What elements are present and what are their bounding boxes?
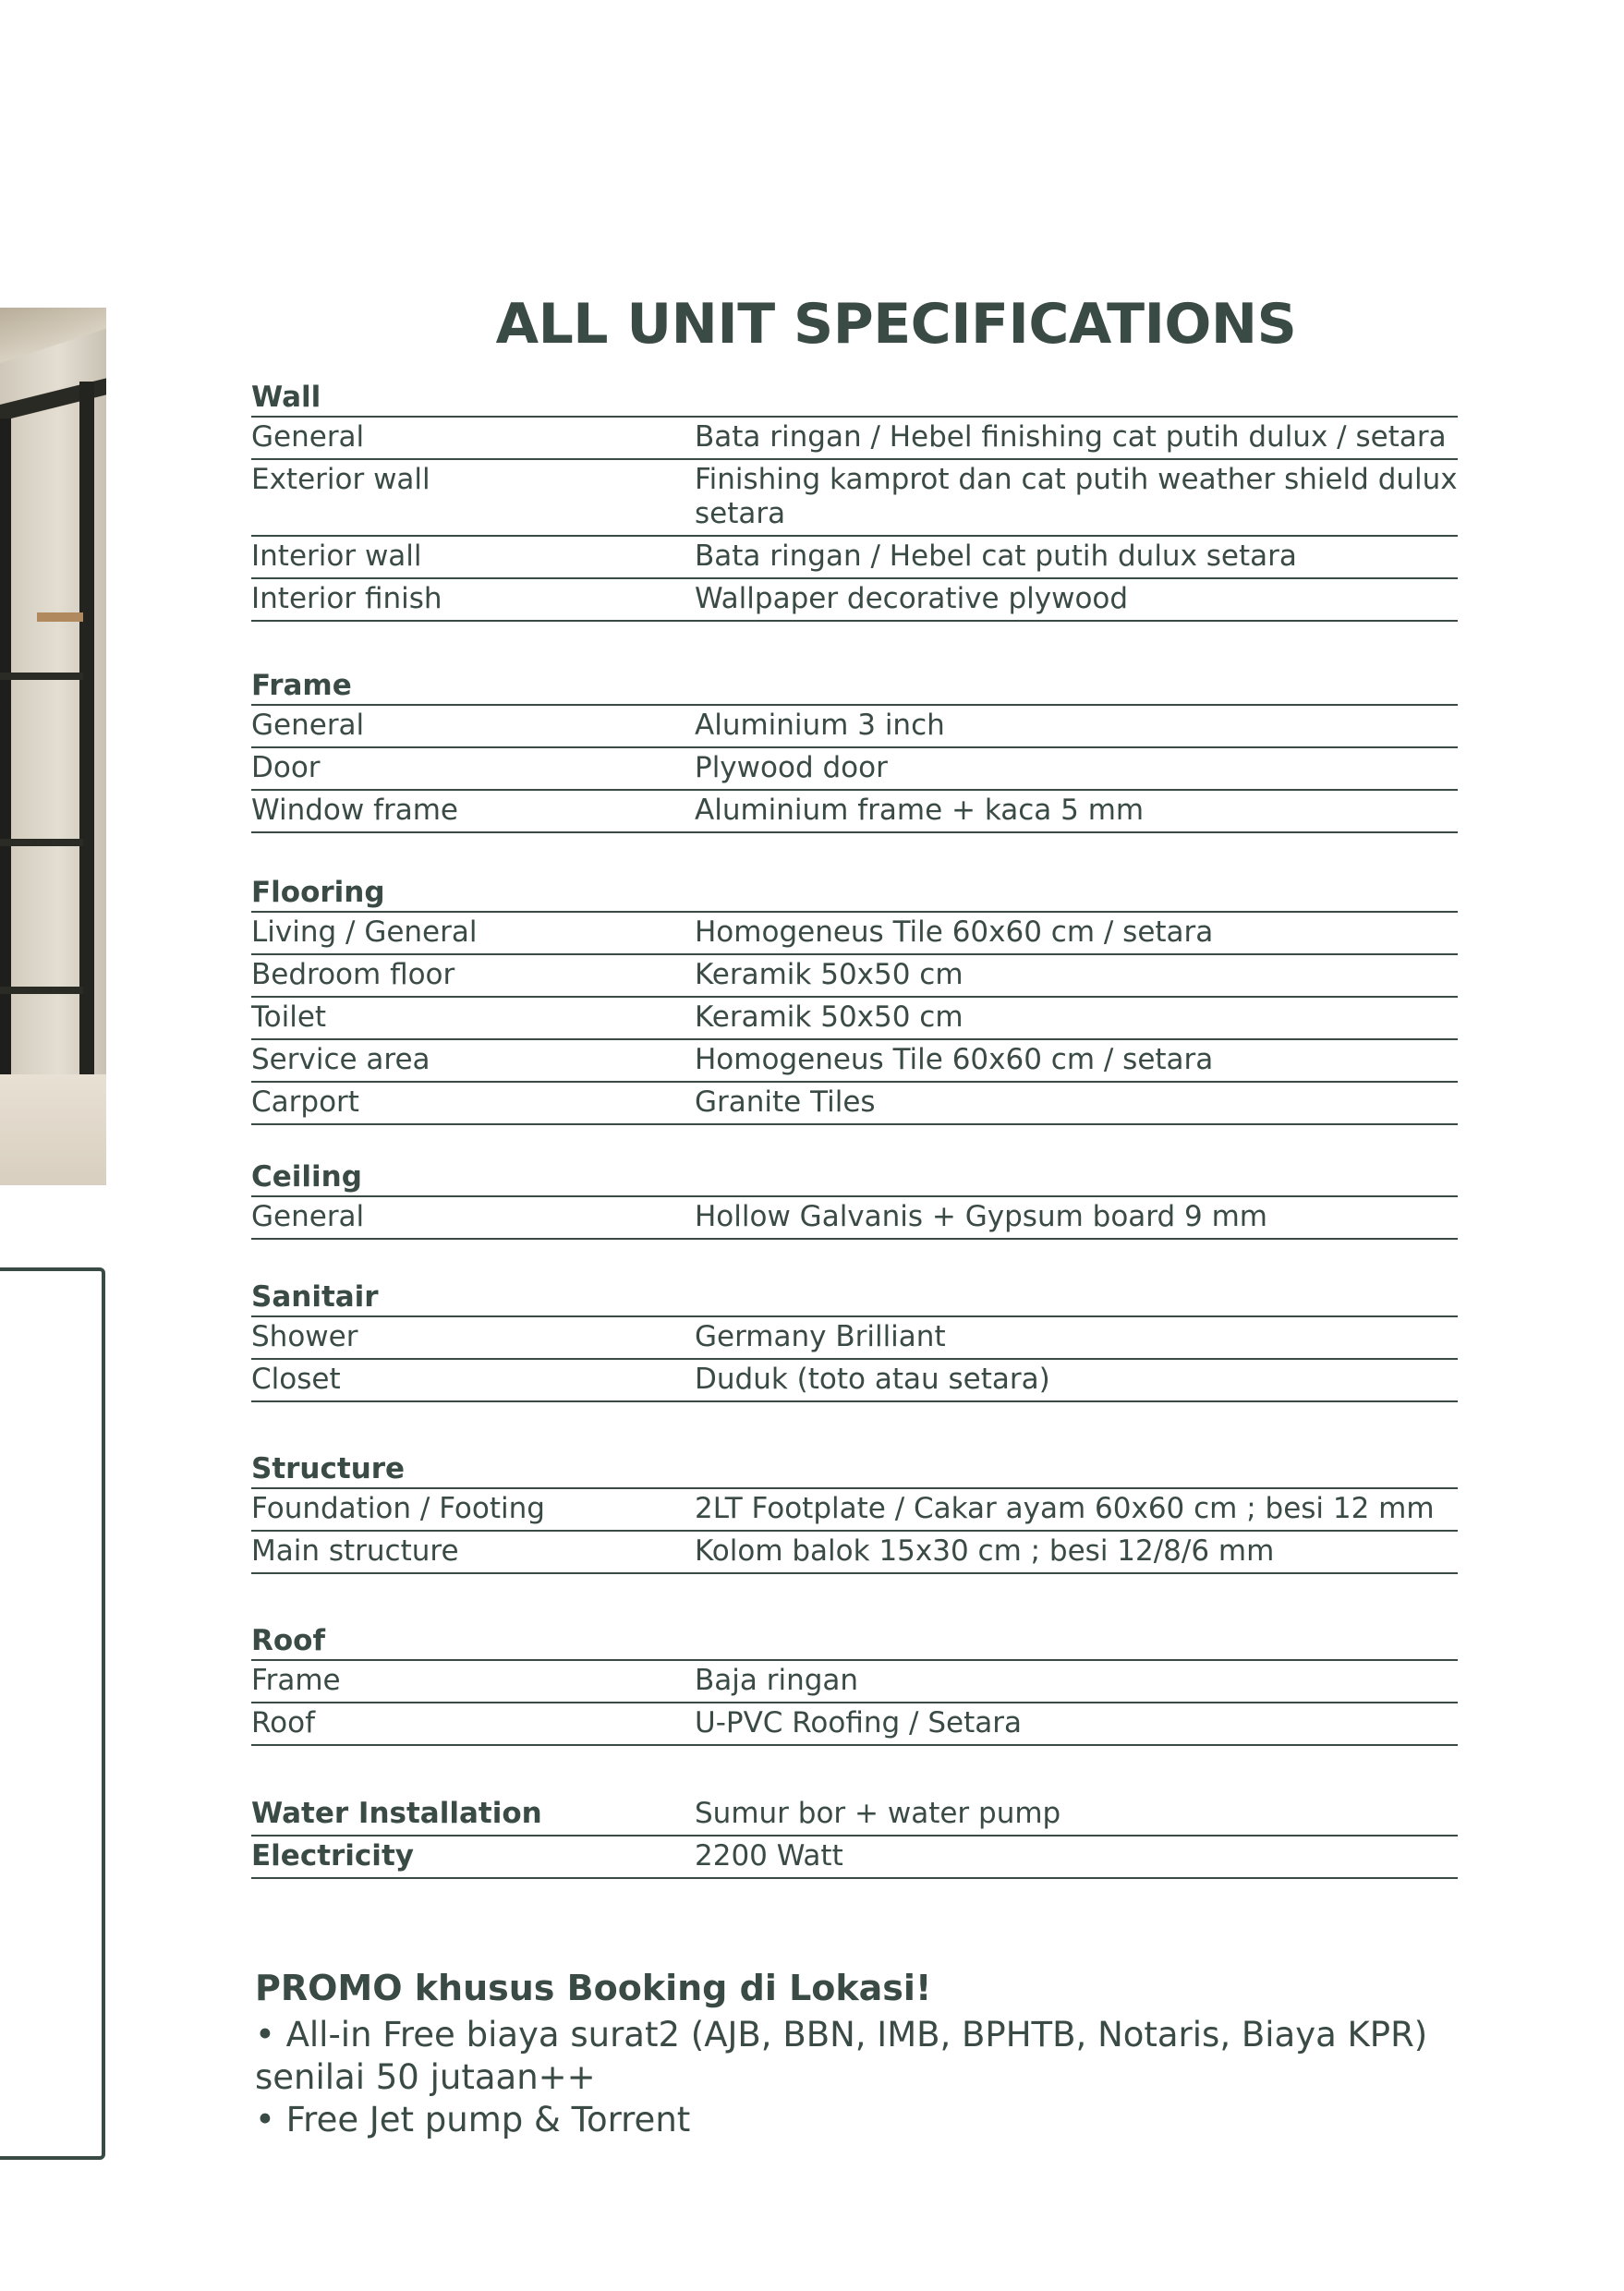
photo-window-frame-left xyxy=(0,418,11,1185)
spec-label: Water Installation xyxy=(251,1797,542,1830)
promo-line: • All-in Free biaya surat2 (AJB, BBN, IMB, BPHTB, Notaris, Biaya KPR) xyxy=(255,2015,1428,2055)
spec-label: General xyxy=(251,1200,365,1233)
photo-window-mullion xyxy=(0,839,83,846)
spec-label: Frame xyxy=(251,1664,341,1697)
spec-value: Aluminium frame + kaca 5 mm xyxy=(695,794,1145,827)
section-frame xyxy=(251,667,1458,833)
spec-label: Electricity xyxy=(251,1839,414,1873)
photo-shelf xyxy=(37,612,83,622)
section-ceiling xyxy=(251,1158,1458,1240)
spec-label: Roof xyxy=(251,1706,315,1739)
spec-value: Aluminium 3 inch xyxy=(695,709,945,742)
spec-label: Closet xyxy=(251,1363,341,1396)
spec-value: Finishing kamprot dan cat putih weather shield dulux setara xyxy=(695,463,1458,530)
section-sanitair xyxy=(251,1279,1458,1402)
spec-value: Hollow Galvanis + Gypsum board 9 mm xyxy=(695,1200,1267,1233)
section-title: Sanitair xyxy=(251,1279,1458,1317)
spec-value: Granite Tiles xyxy=(695,1085,876,1119)
spec-value: Homogeneus Tile 60x60 cm / setara xyxy=(695,1043,1214,1076)
spec-row xyxy=(251,1836,1458,1879)
photo-floor xyxy=(0,1074,106,1185)
spec-row xyxy=(251,1532,1458,1574)
spec-row xyxy=(251,579,1458,622)
spec-value: Bata ringan / Hebel cat putih dulux setara xyxy=(695,539,1297,573)
spec-row xyxy=(251,1489,1458,1532)
section-flooring xyxy=(251,874,1458,1125)
spec-value: Wallpaper decorative plywood xyxy=(695,582,1129,615)
interior-photo xyxy=(0,308,106,1185)
photo-ceiling xyxy=(0,308,106,363)
promo-title: PROMO khusus Booking di Lokasi! xyxy=(255,1968,932,2008)
section-utilities xyxy=(251,1794,1458,1879)
spec-value: 2200 Watt xyxy=(695,1839,843,1873)
section-title: Ceiling xyxy=(251,1158,1458,1197)
section-title: Flooring xyxy=(251,874,1458,913)
promo-line: senilai 50 jutaan++ xyxy=(255,2057,596,2097)
spec-label: Bedroom floor xyxy=(251,958,455,991)
spec-value: Bata ringan / Hebel finishing cat putih dulux / setara xyxy=(695,420,1447,454)
promo-block xyxy=(255,1968,1474,2141)
spec-value: Kolom balok 15x30 cm ; besi 12/8/6 mm xyxy=(695,1534,1275,1568)
spec-row xyxy=(251,955,1458,998)
spec-value: Sumur bor + water pump xyxy=(695,1797,1061,1830)
spec-row xyxy=(251,1794,1458,1836)
photo-window-frame-right xyxy=(79,382,94,1185)
section-wall xyxy=(251,379,1458,622)
spec-label: Foundation / Footing xyxy=(251,1492,545,1525)
section-title: Wall xyxy=(251,379,1458,418)
spec-row xyxy=(251,1703,1458,1746)
section-structure xyxy=(251,1450,1458,1574)
section-title: Structure xyxy=(251,1450,1458,1489)
spec-label: Shower xyxy=(251,1320,358,1353)
spec-value: Keramik 50x50 cm xyxy=(695,1000,963,1034)
spec-label: Living / General xyxy=(251,915,478,949)
spec-row xyxy=(251,1317,1458,1360)
section-roof xyxy=(251,1622,1458,1746)
spec-row xyxy=(251,1197,1458,1240)
spec-row xyxy=(251,706,1458,748)
spec-label: Service area xyxy=(251,1043,430,1076)
spec-row xyxy=(251,913,1458,955)
photo-window-mullion xyxy=(0,987,83,994)
spec-label: Exterior wall xyxy=(251,463,430,496)
spec-label: Interior wall xyxy=(251,539,422,573)
spec-label: Window frame xyxy=(251,794,459,827)
spec-value: Keramik 50x50 cm xyxy=(695,958,963,991)
spec-label: Interior finish xyxy=(251,582,442,615)
spec-row xyxy=(251,1083,1458,1125)
spec-row xyxy=(251,1661,1458,1703)
spec-row xyxy=(251,1040,1458,1083)
spec-value: Plywood door xyxy=(695,751,888,784)
promo-line: • Free Jet pump & Torrent xyxy=(255,2100,691,2139)
spec-label: Door xyxy=(251,751,321,784)
section-title: Roof xyxy=(251,1622,1458,1661)
spec-row xyxy=(251,748,1458,791)
page-title: ALL UNIT SPECIFICATIONS xyxy=(495,292,1297,357)
spec-value: 2LT Footplate / Cakar ayam 60x60 cm ; besi 12 mm xyxy=(695,1492,1435,1525)
spec-row xyxy=(251,460,1458,537)
spec-label: General xyxy=(251,420,365,454)
spec-label: Main structure xyxy=(251,1534,459,1568)
spec-label: Carport xyxy=(251,1085,359,1119)
section-title: Frame xyxy=(251,667,1458,706)
spec-row xyxy=(251,1360,1458,1402)
spec-row xyxy=(251,418,1458,460)
side-outline-box xyxy=(0,1267,105,2160)
spec-value: Germany Brilliant xyxy=(695,1320,946,1353)
spec-label: Toilet xyxy=(251,1000,327,1034)
spec-row xyxy=(251,791,1458,833)
spec-value: U-PVC Roofing / Setara xyxy=(695,1706,1023,1739)
photo-window-mullion xyxy=(0,673,83,680)
spec-row xyxy=(251,537,1458,579)
spec-row xyxy=(251,998,1458,1040)
spec-value: Baja ringan xyxy=(695,1664,859,1697)
spec-label: General xyxy=(251,709,365,742)
spec-value: Homogeneus Tile 60x60 cm / setara xyxy=(695,915,1214,949)
spec-value: Duduk (toto atau setara) xyxy=(695,1363,1050,1396)
